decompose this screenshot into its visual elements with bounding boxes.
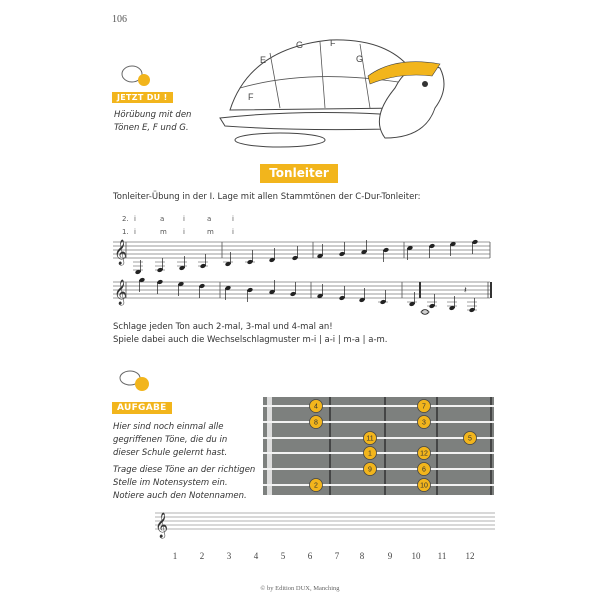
treble-clef-icon: 𝄞 [114, 280, 128, 305]
fret-marker-label: 4 [314, 403, 318, 411]
shell-label: G [296, 40, 304, 50]
answer-number: 7 [334, 551, 340, 561]
copyright: © by Edition DUX, Manching [260, 585, 340, 592]
jetzt-text: Tönen E, F und G. [114, 123, 189, 133]
treble-clef-icon: 𝄞 [155, 513, 169, 538]
fret-marker-label: 1 [368, 450, 372, 458]
fretboard-background [263, 397, 494, 495]
answer-staff[interactable] [150, 505, 496, 545]
fretboard-diagram [263, 397, 494, 495]
fingering-mark: i [183, 228, 185, 236]
treble-clef-icon: 𝄞 [114, 240, 128, 265]
fret-marker-label: 5 [468, 435, 472, 443]
shell-label: E [260, 55, 267, 65]
fingering-mark: a [207, 215, 212, 223]
fret-marker-label: 8 [314, 419, 318, 427]
shell-label: F [248, 92, 254, 102]
rest-icon: 𝄽 [464, 286, 467, 296]
fingering-mark: i [183, 215, 185, 223]
fingering-mark: 2. [122, 215, 129, 223]
fret-marker-label: 12 [420, 450, 428, 458]
jetzt-text: Hörübung mit den [114, 110, 192, 120]
jetzt-du-badge: JETZT DU ! [112, 92, 173, 103]
aufgabe-badge: AUFGABE [112, 402, 172, 414]
fingering-mark: 1. [122, 228, 129, 236]
answer-number: 1 [172, 551, 178, 561]
nut [267, 397, 272, 495]
fingering-mark: i [134, 215, 136, 223]
fret-marker-label: 3 [422, 419, 426, 427]
answer-number: 3 [226, 551, 232, 561]
answer-number: 2 [199, 551, 205, 561]
fret-marker-label: 10 [420, 482, 428, 490]
answer-number: 6 [307, 551, 313, 561]
answer-number: 9 [387, 551, 393, 561]
fret-marker-label: 2 [314, 482, 318, 490]
aufgabe-text: Trage diese Töne an der richtigen [113, 465, 256, 475]
section-title: Tonleiter [260, 164, 338, 183]
fingering-mark: i [232, 215, 234, 223]
answer-number: 10 [411, 551, 421, 561]
shell-label: G [356, 54, 364, 64]
fingering-mark: m [160, 228, 167, 236]
fingering-mark: a [160, 215, 165, 223]
page-number: 106 [112, 14, 127, 25]
instruction-text: Spiele dabei auch die Wechselschlagmuster m-i | a-i | m-a | a-m. [113, 335, 388, 345]
aufgabe-text: dieser Schule gelernt hast. [113, 448, 228, 458]
aufgabe-text: gegriffenen Töne, die du in [113, 435, 228, 445]
fingering-mark: i [232, 228, 234, 236]
fret-marker-label: 11 [366, 435, 374, 443]
fret-marker-label: 9 [368, 466, 372, 474]
aufgabe-text: Stelle im Notensystem ein. [113, 478, 228, 488]
answer-number: 8 [359, 551, 365, 561]
answer-number: 11 [437, 551, 447, 561]
answer-number: 5 [280, 551, 286, 561]
answer-number: 4 [253, 551, 259, 561]
tonleiter-intro: Tonleiter-Übung in der I. Lage mit allen Stammtönen der C-Dur-Tonleiter: [113, 192, 421, 202]
fingering-mark: i [134, 228, 136, 236]
character-illustration [118, 368, 158, 400]
fret-marker-label: 7 [422, 403, 426, 411]
aufgabe-text: Hier sind noch einmal alle [113, 422, 224, 432]
shell-label: F [330, 38, 336, 48]
fingering-mark: m [207, 228, 214, 236]
fret-marker-label: 6 [422, 466, 426, 474]
instruction-text: Schlage jeden Ton auch 2-mal, 3-mal und 4-mal an! [113, 322, 333, 332]
aufgabe-text: Notiere auch den Notennamen. [113, 491, 247, 501]
answer-number: 12 [465, 551, 475, 561]
